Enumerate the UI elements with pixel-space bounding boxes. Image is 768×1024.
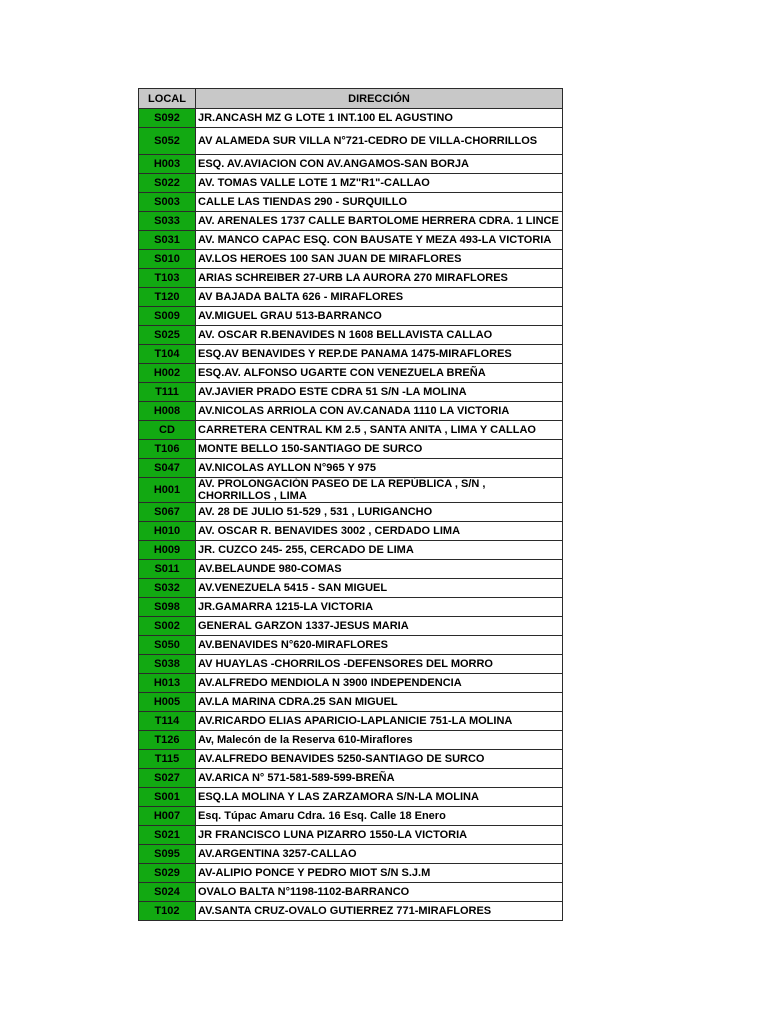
table-row (139, 440, 563, 459)
table-row (139, 193, 563, 212)
table-row (139, 503, 563, 522)
table-row (139, 231, 563, 250)
local-code-cell: H013 (139, 674, 196, 693)
table-row (139, 617, 563, 636)
local-code-cell: CD (139, 421, 196, 440)
local-code-cell: T114 (139, 712, 196, 731)
local-code-cell: S047 (139, 459, 196, 478)
address-cell: AV.VENEZUELA 5415 - SAN MIGUEL (196, 579, 563, 598)
address-cell: AV.SANTA CRUZ-OVALO GUTIERREZ 771-MIRAFLORES (196, 902, 563, 921)
local-code-cell: H009 (139, 541, 196, 560)
table-row (139, 712, 563, 731)
column-header-direccion: DIRECCIÓN (196, 89, 563, 109)
address-cell: AV.NICOLAS AYLLON N°965 Y 975 (196, 459, 563, 478)
local-code-cell: S024 (139, 883, 196, 902)
address-cell: AV. OSCAR R. BENAVIDES 3002 , CERDADO LIMA (196, 522, 563, 541)
address-cell: AV.BELAUNDE 980-COMAS (196, 560, 563, 579)
table-row (139, 674, 563, 693)
address-cell: AV.ARGENTINA 3257-CALLAO (196, 845, 563, 864)
local-code-cell: S092 (139, 109, 196, 128)
address-cell: ESQ.AV. ALFONSO UGARTE CON VENEZUELA BREÑA (196, 364, 563, 383)
local-code-cell: S009 (139, 307, 196, 326)
address-cell: GENERAL GARZON 1337-JESUS MARIA (196, 617, 563, 636)
address-cell: AV BAJADA BALTA 626 - MIRAFLORES (196, 288, 563, 307)
local-code-cell: S027 (139, 769, 196, 788)
table-row (139, 579, 563, 598)
table-row (139, 693, 563, 712)
local-code-cell: H007 (139, 807, 196, 826)
table-row (139, 522, 563, 541)
table-row (139, 750, 563, 769)
address-cell: AV.JAVIER PRADO ESTE CDRA 51 S/N -LA MOLINA (196, 383, 563, 402)
table-row (139, 250, 563, 269)
table-row (139, 478, 563, 503)
address-cell: AV. TOMAS VALLE LOTE 1 MZ"R1"-CALLAO (196, 174, 563, 193)
table-row (139, 655, 563, 674)
local-code-cell: T106 (139, 440, 196, 459)
local-code-cell: H001 (139, 478, 196, 503)
address-cell: AV ALAMEDA SUR VILLA N°721-CEDRO DE VILLA-CHORRILLOS (196, 128, 563, 155)
table-row (139, 288, 563, 307)
table-row (139, 402, 563, 421)
address-cell: OVALO BALTA N°1198-1102-BARRANCO (196, 883, 563, 902)
local-code-cell: H008 (139, 402, 196, 421)
table-row (139, 421, 563, 440)
local-code-cell: H005 (139, 693, 196, 712)
address-cell: AV.ALFREDO BENAVIDES 5250-SANTIAGO DE SURCO (196, 750, 563, 769)
table-row (139, 598, 563, 617)
table-row (139, 128, 563, 155)
local-code-cell: S010 (139, 250, 196, 269)
table-row (139, 174, 563, 193)
address-cell: ESQ. AV.AVIACION CON AV.ANGAMOS-SAN BORJA (196, 155, 563, 174)
address-cell: Esq. Túpac Amaru Cdra. 16 Esq. Calle 18 Enero (196, 807, 563, 826)
local-code-cell: H010 (139, 522, 196, 541)
table-row (139, 845, 563, 864)
table-row (139, 560, 563, 579)
address-cell: ESQ.LA MOLINA Y LAS ZARZAMORA S/N-LA MOLINA (196, 788, 563, 807)
address-cell: AV. 28 DE JULIO 51-529 , 531 , LURIGANCHO (196, 503, 563, 522)
local-code-cell: T115 (139, 750, 196, 769)
address-cell: AV.LA MARINA CDRA.25 SAN MIGUEL (196, 693, 563, 712)
local-code-cell: S031 (139, 231, 196, 250)
local-code-cell: S038 (139, 655, 196, 674)
address-cell: CALLE LAS TIENDAS 290 - SURQUILLO (196, 193, 563, 212)
local-code-cell: T126 (139, 731, 196, 750)
local-code-cell: T111 (139, 383, 196, 402)
address-cell: MONTE BELLO 150-SANTIAGO DE SURCO (196, 440, 563, 459)
local-code-cell: S003 (139, 193, 196, 212)
local-code-cell: S025 (139, 326, 196, 345)
table-row (139, 326, 563, 345)
table-row (139, 541, 563, 560)
table-row (139, 826, 563, 845)
table-header-row (139, 89, 563, 109)
address-cell: CARRETERA CENTRAL KM 2.5 , SANTA ANITA , LIMA Y CALLAO (196, 421, 563, 440)
local-code-cell: S001 (139, 788, 196, 807)
table-row (139, 269, 563, 288)
address-cell: AV-ALIPIO PONCE Y PEDRO MIOT S/N S.J.M (196, 864, 563, 883)
table-row (139, 212, 563, 231)
table-row (139, 769, 563, 788)
local-code-cell: S032 (139, 579, 196, 598)
local-code-cell: S095 (139, 845, 196, 864)
local-code-cell: S011 (139, 560, 196, 579)
address-cell: AV. OSCAR R.BENAVIDES N 1608 BELLAVISTA CALLAO (196, 326, 563, 345)
local-code-cell: S050 (139, 636, 196, 655)
table-row (139, 902, 563, 921)
address-cell: Av, Malecón de la Reserva 610-Miraflores (196, 731, 563, 750)
table-row (139, 731, 563, 750)
address-cell: AV.ALFREDO MENDIOLA N 3900 INDEPENDENCIA (196, 674, 563, 693)
local-code-cell: H003 (139, 155, 196, 174)
address-cell: AV.RICARDO ELIAS APARICIO-LAPLANICIE 751-LA MOLINA (196, 712, 563, 731)
table-row (139, 307, 563, 326)
local-code-cell: S022 (139, 174, 196, 193)
address-cell: AV. MANCO CAPAC ESQ. CON BAUSATE Y MEZA 493-LA VICTORIA (196, 231, 563, 250)
address-cell: ESQ.AV BENAVIDES Y REP.DE PANAMA 1475-MIRAFLORES (196, 345, 563, 364)
table-row (139, 155, 563, 174)
address-cell: AV. PROLONGACIÓN PASEO DE LA REPÚBLICA , S/N , CHORRILLOS , LIMA (196, 478, 563, 503)
address-cell: AV.MIGUEL GRAU 513-BARRANCO (196, 307, 563, 326)
table-row (139, 345, 563, 364)
table-row (139, 864, 563, 883)
local-code-cell: S098 (139, 598, 196, 617)
local-code-cell: T103 (139, 269, 196, 288)
local-code-cell: T120 (139, 288, 196, 307)
address-cell: AV.NICOLAS ARRIOLA CON AV.CANADA 1110 LA VICTORIA (196, 402, 563, 421)
store-address-table (138, 88, 563, 921)
table-row (139, 788, 563, 807)
address-cell: ARIAS SCHREIBER 27-URB LA AURORA 270 MIRAFLORES (196, 269, 563, 288)
table-row (139, 383, 563, 402)
address-cell: JR.GAMARRA 1215-LA VICTORIA (196, 598, 563, 617)
local-code-cell: S067 (139, 503, 196, 522)
local-code-cell: T102 (139, 902, 196, 921)
local-code-cell: S052 (139, 128, 196, 155)
column-header-local: LOCAL (139, 89, 196, 109)
local-code-cell: S033 (139, 212, 196, 231)
address-cell: AV.BENAVIDES N°620-MIRAFLORES (196, 636, 563, 655)
table-row (139, 109, 563, 128)
address-cell: AV.ARICA N° 571-581-589-599-BREÑA (196, 769, 563, 788)
table-row (139, 364, 563, 383)
address-cell: JR FRANCISCO LUNA PIZARRO 1550-LA VICTORIA (196, 826, 563, 845)
address-cell: AV HUAYLAS -CHORRILOS -DEFENSORES DEL MORRO (196, 655, 563, 674)
address-cell: JR. CUZCO 245- 255, CERCADO DE LIMA (196, 541, 563, 560)
table-row (139, 459, 563, 478)
address-cell: AV. ARENALES 1737 CALLE BARTOLOME HERRERA CDRA. 1 LINCE (196, 212, 563, 231)
table-row (139, 883, 563, 902)
local-code-cell: H002 (139, 364, 196, 383)
local-code-cell: S021 (139, 826, 196, 845)
table-row (139, 807, 563, 826)
address-cell: AV.LOS HEROES 100 SAN JUAN DE MIRAFLORES (196, 250, 563, 269)
local-code-cell: T104 (139, 345, 196, 364)
address-cell: JR.ANCASH MZ G LOTE 1 INT.100 EL AGUSTINO (196, 109, 563, 128)
local-code-cell: S029 (139, 864, 196, 883)
table-row (139, 636, 563, 655)
local-code-cell: S002 (139, 617, 196, 636)
